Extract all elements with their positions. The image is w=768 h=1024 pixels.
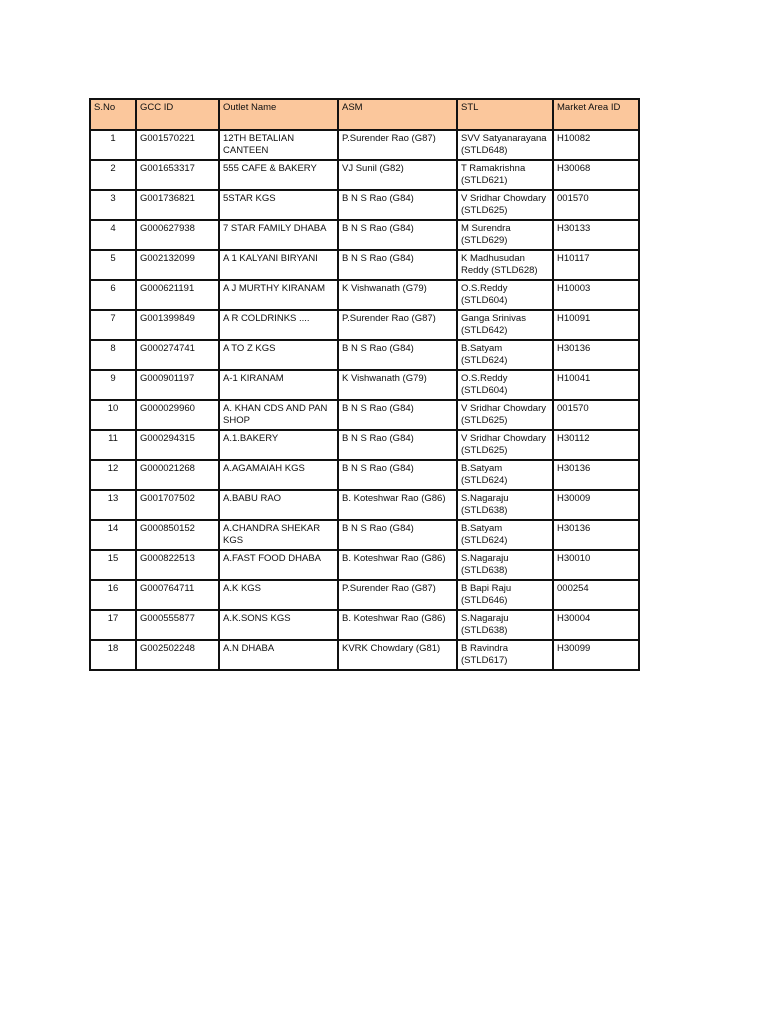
cell-market-area-id: H10117 bbox=[553, 250, 639, 280]
cell-gcc-id: G000764711 bbox=[136, 580, 219, 610]
cell-stl: T Ramakrishna (STLD621) bbox=[457, 160, 553, 190]
cell-sno: 3 bbox=[90, 190, 136, 220]
table-row bbox=[90, 400, 639, 430]
cell-asm: P.Surender Rao (G87) bbox=[338, 580, 457, 610]
cell-gcc-id: G001707502 bbox=[136, 490, 219, 520]
cell-stl: S.Nagaraju (STLD638) bbox=[457, 550, 553, 580]
cell-sno: 13 bbox=[90, 490, 136, 520]
cell-market-area-id: H10091 bbox=[553, 310, 639, 340]
cell-stl: B.Satyam (STLD624) bbox=[457, 460, 553, 490]
cell-market-area-id: H30099 bbox=[553, 640, 639, 670]
cell-asm: KVRK Chowdary (G81) bbox=[338, 640, 457, 670]
cell-gcc-id: G000822513 bbox=[136, 550, 219, 580]
table-row bbox=[90, 460, 639, 490]
cell-stl: S.Nagaraju (STLD638) bbox=[457, 610, 553, 640]
cell-outlet-name: A.1.BAKERY bbox=[219, 430, 338, 460]
cell-gcc-id: G000029960 bbox=[136, 400, 219, 430]
cell-asm: P.Surender Rao (G87) bbox=[338, 130, 457, 160]
header-outlet-name: Outlet Name bbox=[219, 99, 338, 130]
table-row bbox=[90, 310, 639, 340]
header-sno: S.No bbox=[90, 99, 136, 130]
table-row bbox=[90, 640, 639, 670]
cell-gcc-id: G000627938 bbox=[136, 220, 219, 250]
cell-market-area-id: H10082 bbox=[553, 130, 639, 160]
cell-asm: VJ Sunil (G82) bbox=[338, 160, 457, 190]
cell-stl: V Sridhar Chowdary (STLD625) bbox=[457, 190, 553, 220]
cell-stl: B Ravindra (STLD617) bbox=[457, 640, 553, 670]
cell-stl: O.S.Reddy (STLD604) bbox=[457, 370, 553, 400]
cell-asm: B N S Rao (G84) bbox=[338, 400, 457, 430]
cell-sno: 16 bbox=[90, 580, 136, 610]
cell-asm: B N S Rao (G84) bbox=[338, 520, 457, 550]
cell-asm: K Vishwanath (G79) bbox=[338, 280, 457, 310]
cell-sno: 15 bbox=[90, 550, 136, 580]
cell-outlet-name: A.K.SONS KGS bbox=[219, 610, 338, 640]
cell-stl: Ganga Srinivas (STLD642) bbox=[457, 310, 553, 340]
cell-gcc-id: G000901197 bbox=[136, 370, 219, 400]
cell-outlet-name: A.CHANDRA SHEKAR KGS bbox=[219, 520, 338, 550]
cell-stl: O.S.Reddy (STLD604) bbox=[457, 280, 553, 310]
table-row bbox=[90, 520, 639, 550]
cell-outlet-name: 12TH BETALIAN CANTEEN bbox=[219, 130, 338, 160]
cell-outlet-name: A.BABU RAO bbox=[219, 490, 338, 520]
cell-stl: V Sridhar Chowdary (STLD625) bbox=[457, 400, 553, 430]
table-row bbox=[90, 160, 639, 190]
cell-sno: 14 bbox=[90, 520, 136, 550]
cell-asm: B N S Rao (G84) bbox=[338, 340, 457, 370]
header-gcc-id: GCC ID bbox=[136, 99, 219, 130]
cell-outlet-name: A.AGAMAIAH KGS bbox=[219, 460, 338, 490]
cell-asm: B N S Rao (G84) bbox=[338, 250, 457, 280]
table-row bbox=[90, 220, 639, 250]
cell-gcc-id: G000021268 bbox=[136, 460, 219, 490]
cell-gcc-id: G002132099 bbox=[136, 250, 219, 280]
cell-market-area-id: H30112 bbox=[553, 430, 639, 460]
cell-stl: K Madhusudan Reddy (STLD628) bbox=[457, 250, 553, 280]
cell-outlet-name: 7 STAR FAMILY DHABA bbox=[219, 220, 338, 250]
cell-sno: 12 bbox=[90, 460, 136, 490]
cell-sno: 10 bbox=[90, 400, 136, 430]
cell-sno: 2 bbox=[90, 160, 136, 190]
cell-outlet-name: A 1 KALYANI BIRYANI bbox=[219, 250, 338, 280]
cell-asm: B N S Rao (G84) bbox=[338, 220, 457, 250]
cell-stl: B.Satyam (STLD624) bbox=[457, 520, 553, 550]
cell-gcc-id: G001736821 bbox=[136, 190, 219, 220]
table-row bbox=[90, 430, 639, 460]
table-row bbox=[90, 190, 639, 220]
cell-market-area-id: 000254 bbox=[553, 580, 639, 610]
cell-market-area-id: H30010 bbox=[553, 550, 639, 580]
cell-market-area-id: H30136 bbox=[553, 520, 639, 550]
cell-sno: 9 bbox=[90, 370, 136, 400]
cell-asm: B. Koteshwar Rao (G86) bbox=[338, 610, 457, 640]
cell-outlet-name: A.K KGS bbox=[219, 580, 338, 610]
cell-stl: V Sridhar Chowdary (STLD625) bbox=[457, 430, 553, 460]
cell-stl: S.Nagaraju (STLD638) bbox=[457, 490, 553, 520]
table-row bbox=[90, 370, 639, 400]
header-row bbox=[90, 99, 639, 130]
table-row bbox=[90, 580, 639, 610]
cell-outlet-name: A. KHAN CDS AND PAN SHOP bbox=[219, 400, 338, 430]
cell-asm: B N S Rao (G84) bbox=[338, 460, 457, 490]
cell-outlet-name: 555 CAFE & BAKERY bbox=[219, 160, 338, 190]
cell-sno: 8 bbox=[90, 340, 136, 370]
cell-outlet-name: A TO Z KGS bbox=[219, 340, 338, 370]
header-market-area-id: Market Area ID bbox=[553, 99, 639, 130]
cell-asm: K Vishwanath (G79) bbox=[338, 370, 457, 400]
cell-market-area-id: H10041 bbox=[553, 370, 639, 400]
cell-market-area-id: H30133 bbox=[553, 220, 639, 250]
cell-stl: SVV Satyanarayana (STLD648) bbox=[457, 130, 553, 160]
cell-asm: B. Koteshwar Rao (G86) bbox=[338, 490, 457, 520]
cell-sno: 7 bbox=[90, 310, 136, 340]
cell-gcc-id: G002502248 bbox=[136, 640, 219, 670]
header-stl: STL bbox=[457, 99, 553, 130]
cell-gcc-id: G000555877 bbox=[136, 610, 219, 640]
cell-gcc-id: G001570221 bbox=[136, 130, 219, 160]
cell-gcc-id: G000294315 bbox=[136, 430, 219, 460]
table-row bbox=[90, 340, 639, 370]
cell-outlet-name: A J MURTHY KIRANAM bbox=[219, 280, 338, 310]
cell-stl: B.Satyam (STLD624) bbox=[457, 340, 553, 370]
table-row bbox=[90, 610, 639, 640]
cell-market-area-id: H30136 bbox=[553, 460, 639, 490]
cell-outlet-name: A.N DHABA bbox=[219, 640, 338, 670]
header-asm: ASM bbox=[338, 99, 457, 130]
cell-market-area-id: H30068 bbox=[553, 160, 639, 190]
outlet-table bbox=[89, 98, 640, 671]
cell-market-area-id: H30004 bbox=[553, 610, 639, 640]
cell-stl: B Bapi Raju (STLD646) bbox=[457, 580, 553, 610]
cell-outlet-name: 5STAR KGS bbox=[219, 190, 338, 220]
table-row bbox=[90, 250, 639, 280]
table-row bbox=[90, 130, 639, 160]
table-row bbox=[90, 550, 639, 580]
cell-market-area-id: 001570 bbox=[553, 400, 639, 430]
table-row bbox=[90, 490, 639, 520]
cell-gcc-id: G001399849 bbox=[136, 310, 219, 340]
cell-sno: 1 bbox=[90, 130, 136, 160]
cell-gcc-id: G000621191 bbox=[136, 280, 219, 310]
cell-gcc-id: G000274741 bbox=[136, 340, 219, 370]
cell-market-area-id: H30009 bbox=[553, 490, 639, 520]
cell-sno: 4 bbox=[90, 220, 136, 250]
cell-sno: 18 bbox=[90, 640, 136, 670]
cell-asm: B N S Rao (G84) bbox=[338, 190, 457, 220]
cell-asm: B N S Rao (G84) bbox=[338, 430, 457, 460]
cell-market-area-id: H30136 bbox=[553, 340, 639, 370]
cell-asm: P.Surender Rao (G87) bbox=[338, 310, 457, 340]
table-row bbox=[90, 280, 639, 310]
cell-sno: 17 bbox=[90, 610, 136, 640]
cell-stl: M Surendra (STLD629) bbox=[457, 220, 553, 250]
cell-market-area-id: 001570 bbox=[553, 190, 639, 220]
cell-outlet-name: A R COLDRINKS .... bbox=[219, 310, 338, 340]
cell-sno: 6 bbox=[90, 280, 136, 310]
cell-gcc-id: G001653317 bbox=[136, 160, 219, 190]
cell-outlet-name: A.FAST FOOD DHABA bbox=[219, 550, 338, 580]
cell-outlet-name: A-1 KIRANAM bbox=[219, 370, 338, 400]
cell-gcc-id: G000850152 bbox=[136, 520, 219, 550]
cell-asm: B. Koteshwar Rao (G86) bbox=[338, 550, 457, 580]
cell-sno: 11 bbox=[90, 430, 136, 460]
cell-sno: 5 bbox=[90, 250, 136, 280]
cell-market-area-id: H10003 bbox=[553, 280, 639, 310]
